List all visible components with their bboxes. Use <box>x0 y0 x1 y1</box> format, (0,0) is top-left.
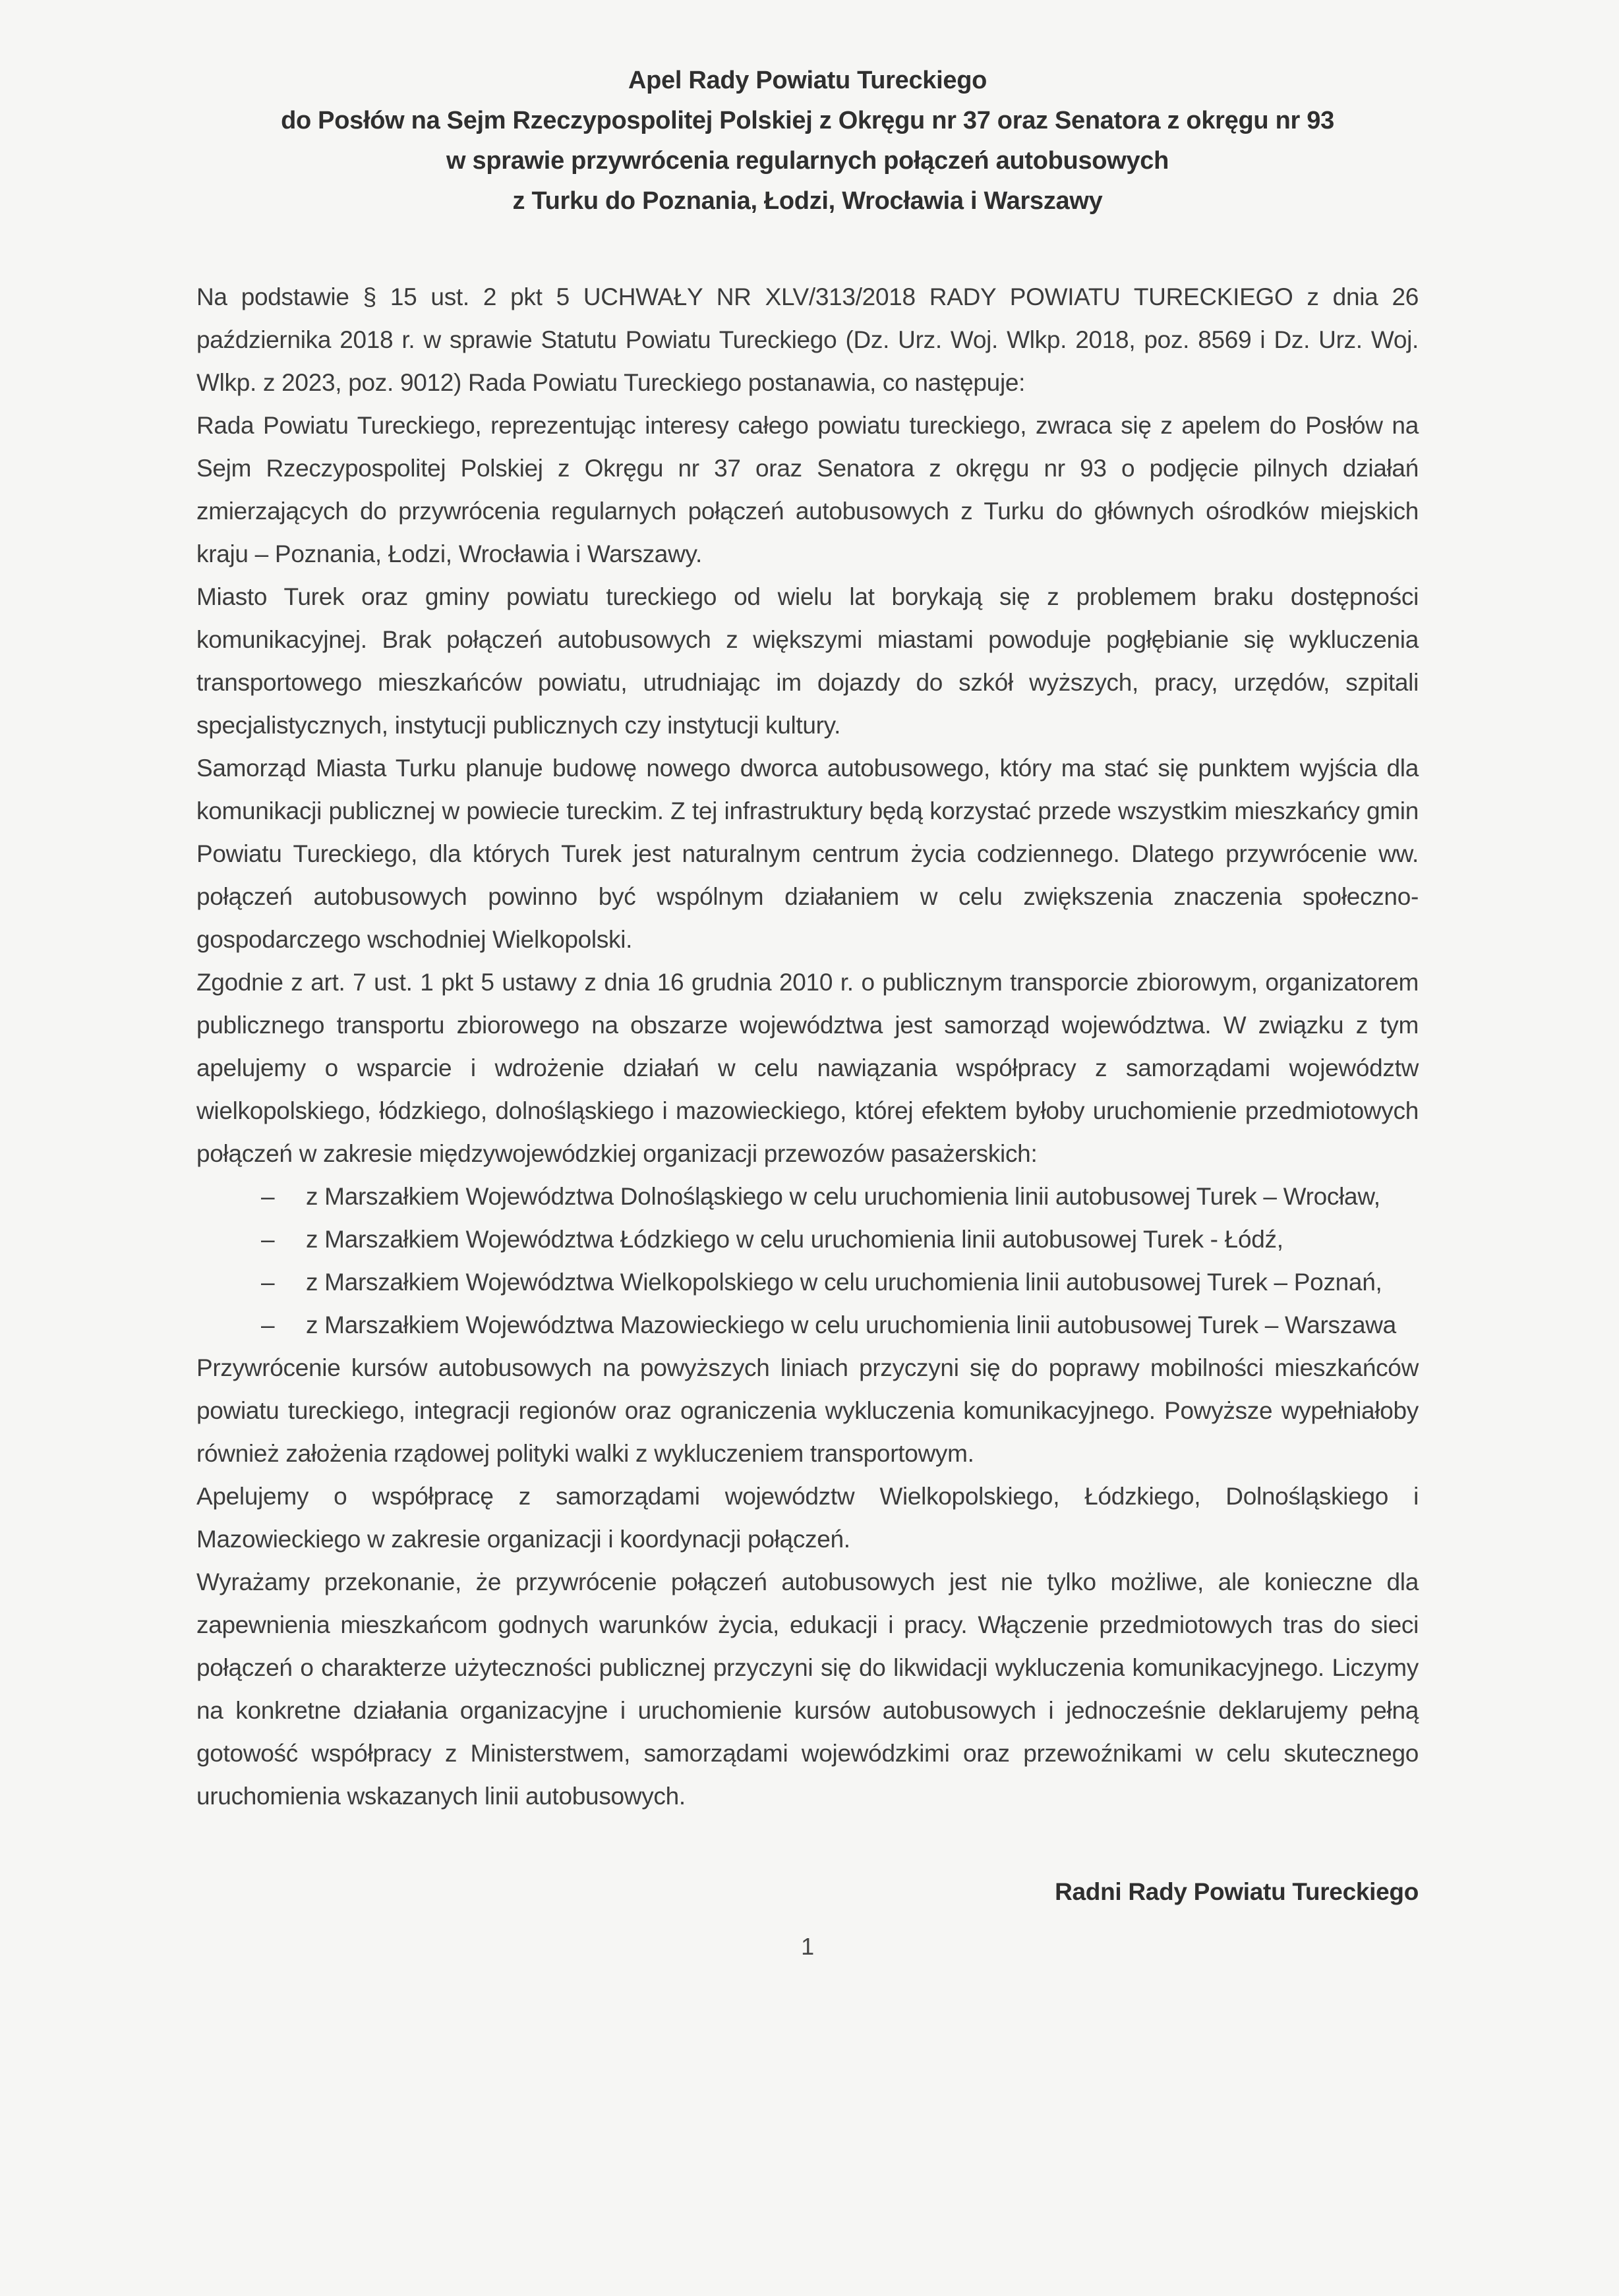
signature: Radni Rady Powiatu Tureckiego <box>1055 1878 1419 1905</box>
paragraph: Przywrócenie kursów autobusowych na powyższych liniach przyczyni się do poprawy mobilności mieszkańców powiatu tureckiego, integracji regionów oraz ograniczenia wykluczenia komunikacyjnego. Powyższe wypełniałoby również założenia rządowej polityki walki z wykluczeniem transportowym. <box>196 1354 1419 1467</box>
paragraph: Zgodnie z art. 7 ust. 1 pkt 5 ustawy z dnia 16 grudnia 2010 r. o publicznym transporcie zbiorowym, organizatorem publicznego transportu zbiorowego na obszarze województwa jest samorząd województwa. W związku z tym apelujemy o wsparcie i wdrożenie działań w celu nawiązania współpracy z samorządami województw wielkopolskiego, łódzkiego, dolnośląskiego i mazowieckiego, której efektem byłoby uruchomienie przedmiotowych połączeń w zakresie międzywojewódzkiej organizacji przewozów pasażerskich: <box>196 969 1419 1167</box>
list-item <box>196 1304 1419 1346</box>
page-number: 1 <box>801 1933 814 1960</box>
dash-marker: – <box>261 1269 275 1296</box>
list-item-text: z Marszałkiem Województwa Dolnośląskiego w celu uruchomienia linii autobusowej Turek – Wrocław, <box>306 1183 1380 1210</box>
document-title <box>196 61 1419 221</box>
paragraph: Wyrażamy przekonanie, że przywrócenie połączeń autobusowych jest nie tylko możliwe, ale konieczne dla zapewnienia mieszkańcom godnych warunków życia, edukacji i pracy. Włączenie przedmiotowych tras do sieci połączeń o charakterze użyteczności publicznej przyczyni się do likwidacji wykluczenia komunikacyjnego. Liczymy na konkretne działania organizacyjne i uruchomienie kursów autobusowych i jednocześnie deklarujemy pełną gotowość współpracy z Ministerstwem, samorządami wojewódzkimi oraz przewoźnikami w celu skutecznego uruchomienia wskazanych linii autobusowych. <box>196 1568 1419 1810</box>
list-item <box>196 1218 1419 1261</box>
dash-marker: – <box>261 1183 275 1210</box>
document-body <box>196 275 1419 1966</box>
dash-marker: – <box>261 1311 275 1338</box>
paragraph: Na podstawie § 15 ust. 2 pkt 5 UCHWAŁY NR XLV/313/2018 RADY POWIATU TURECKIEGO z dnia 26 października 2018 r. w sprawie Statutu Powiatu Tureckiego (Dz. Urz. Woj. Wlkp. 2018, poz. 8569 i Dz. Urz. Woj. Wlkp. z 2023, poz. 9012) Rada Powiatu Tureckiego postanawia, co następuje: <box>196 283 1419 396</box>
list-item-text: z Marszałkiem Województwa Mazowieckiego w celu uruchomienia linii autobusowej Turek – Warszawa <box>306 1311 1396 1338</box>
paragraph: Rada Powiatu Tureckiego, reprezentując interesy całego powiatu tureckiego, zwraca się z apelem do Posłów na Sejm Rzeczypospolitej Polskiej z Okręgu nr 37 oraz Senatora z okręgu nr 93 o podjęcie pilnych działań zmierzających do przywrócenia regularnych połączeń autobusowych z Turku do głównych ośrodków miejskich kraju – Poznania, Łodzi, Wrocławia i Warszawy. <box>196 412 1419 567</box>
list-item-text: z Marszałkiem Województwa Wielkopolskiego w celu uruchomienia linii autobusowej Turek – Poznań, <box>306 1269 1382 1296</box>
title-line: do Posłów na Sejm Rzeczypospolitej Polskiej z Okręgu nr 37 oraz Senatora z okręgu nr 93 <box>281 107 1334 134</box>
title-line: w sprawie przywrócenia regularnych połączeń autobusowych <box>446 147 1169 175</box>
title-line: Apel Rady Powiatu Tureckiego <box>628 67 987 94</box>
list-item-text: z Marszałkiem Województwa Łódzkiego w celu uruchomienia linii autobusowej Turek - Łódź, <box>306 1226 1283 1253</box>
paragraph: Apelujemy o współpracę z samorządami województw Wielkopolskiego, Łódzkiego, Dolnośląskiego i Mazowieckiego w zakresie organizacji i koordynacji połączeń. <box>196 1483 1419 1553</box>
title-line: z Turku do Poznania, Łodzi, Wrocławia i Warszawy <box>512 187 1103 215</box>
list-item <box>196 1261 1419 1304</box>
paragraph: Samorząd Miasta Turku planuje budowę nowego dworca autobusowego, który ma stać się punktem wyjścia dla komunikacji publicznej w powiecie tureckim. Z tej infrastruktury będą korzystać przede wszystkim mieszkańcy gmin Powiatu Tureckiego, dla których Turek jest naturalnym centrum życia codziennego. Dlatego przywrócenie ww. połączeń autobusowych powinno być wspólnym działaniem w celu zwiększenia znaczenia społeczno-gospodarczego wschodniej Wielkopolski. <box>196 755 1419 953</box>
bullet-list <box>196 1175 1419 1346</box>
dash-marker: – <box>261 1226 275 1253</box>
list-item <box>196 1175 1419 1218</box>
paragraph: Miasto Turek oraz gminy powiatu tureckiego od wielu lat borykają się z problemem braku dostępności komunikacyjnej. Brak połączeń autobusowych z większymi miastami powoduje pogłębianie się wykluczenia transportowego mieszkańców powiatu, utrudniając im dojazdy do szkół wyższych, pracy, urzędów, szpitali specjalistycznych, instytucji publicznych czy instytucji kultury. <box>196 583 1419 739</box>
